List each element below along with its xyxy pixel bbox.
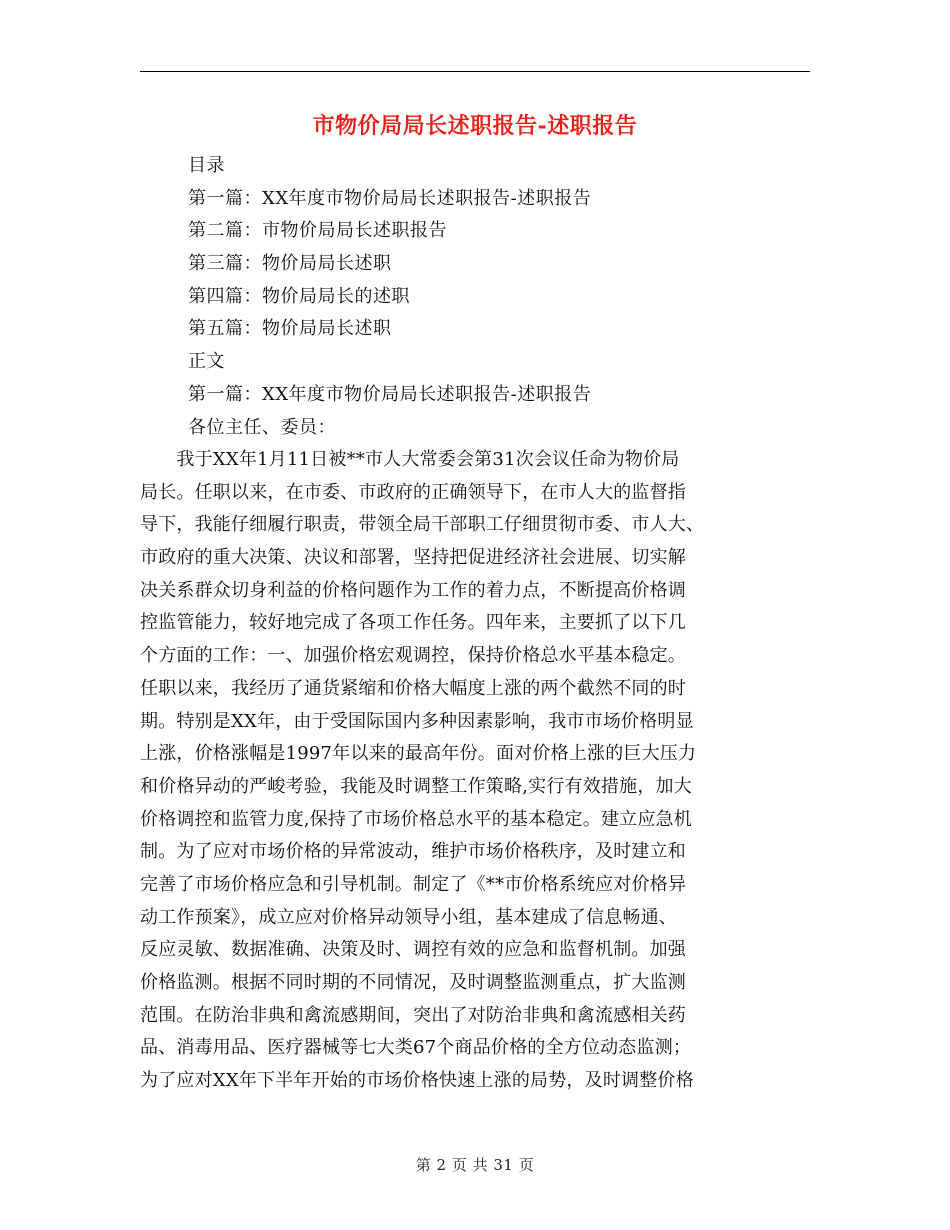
- toc-item: 第二篇：市物价局局长述职报告: [188, 220, 447, 242]
- salutation: 各位主任、委员：: [188, 416, 336, 438]
- body-paragraph: [140, 444, 808, 1098]
- table-of-contents: [188, 150, 808, 444]
- toc-item: 第四篇：物价局局长的述职: [188, 285, 410, 307]
- toc-item: 第三篇：物价局局长述职: [188, 253, 392, 275]
- body-heading: 正文: [188, 351, 225, 373]
- toc-item: 第五篇：物价局局长述职: [188, 318, 392, 340]
- body-line: 范围。在防治非典和禽流感期间，突出了对防治非典和禽流感相关药: [140, 1004, 686, 1026]
- body-line: 市政府的重大决策、决议和部署，坚持把促进经济社会进展、切实解: [140, 547, 686, 569]
- body-line: 个方面的工作：一、加强价格宏观调控，保持价格总水平基本稳定。: [140, 645, 686, 667]
- toc-heading: 目录: [188, 155, 225, 176]
- body-line: 期。特别是XX年，由于受国际国内多种因素影响，我市市场价格明显: [140, 710, 694, 732]
- header-rule: [140, 71, 810, 72]
- body-line: 为了应对XX年下半年开始的市场价格快速上涨的局势，及时调整价格: [140, 1070, 694, 1092]
- body-line: 导下，我能仔细履行职责，带领全局干部职工仔细贯彻市委、市人大、: [140, 514, 705, 536]
- toc-item: 第一篇：XX年度市物价局局长述职报告-述职报告: [188, 187, 592, 209]
- body-line: 动工作预案》，成立应对价格异动领导小组，基本建成了信息畅通、: [140, 906, 677, 928]
- body-line: 制。为了应对市场价格的异常波动，维护市场价格秩序，及时建立和: [140, 841, 686, 863]
- body-line: 我于XX年1月11日被**市人大常委会第31次会议任命为物价局: [140, 449, 680, 470]
- body-line: 上涨，价格涨幅是1997年以来的最高年份。面对价格上涨的巨大压力: [140, 743, 697, 765]
- body-line: 品、消毒用品、医疗器械等七大类67个商品价格的全方位动态监测；: [140, 1037, 692, 1059]
- body-line: 决关系群众切身利益的价格问题作为工作的着力点，不断提高价格调: [140, 579, 686, 601]
- body-line: 反应灵敏、数据准确、决策及时、调控有效的应急和监督机制。加强: [140, 939, 686, 961]
- body-line: 价格监测。根据不同时期的不同情况，及时调整监测重点，扩大监测: [140, 972, 686, 993]
- body-line: 和价格异动的严峻考验，我能及时调整工作策略,实行有效措施，加大: [140, 775, 692, 797]
- body-line: 控监管能力，较好地完成了各项工作任务。四年来，主要抓了以下几: [140, 612, 686, 634]
- page-footer: 第 2 页 共 31 页: [415, 1156, 535, 1174]
- body-line: 价格调控和监管力度,保持了市场价格总水平的基本稳定。建立应急机: [140, 808, 692, 830]
- section-title: 第一篇：XX年度市物价局局长述职报告-述职报告: [188, 383, 592, 405]
- document-title: 市物价局局长述职报告-述职报告: [312, 113, 638, 139]
- body-line: 局长。任职以来，在市委、市政府的正确领导下，在市人大的监督指: [140, 481, 686, 503]
- body-line: 任职以来，我经历了通货紧缩和价格大幅度上涨的两个截然不同的时: [140, 677, 686, 699]
- body-line: 完善了市场价格应急和引导机制。制定了《**市价格系统应对价格异: [140, 873, 687, 895]
